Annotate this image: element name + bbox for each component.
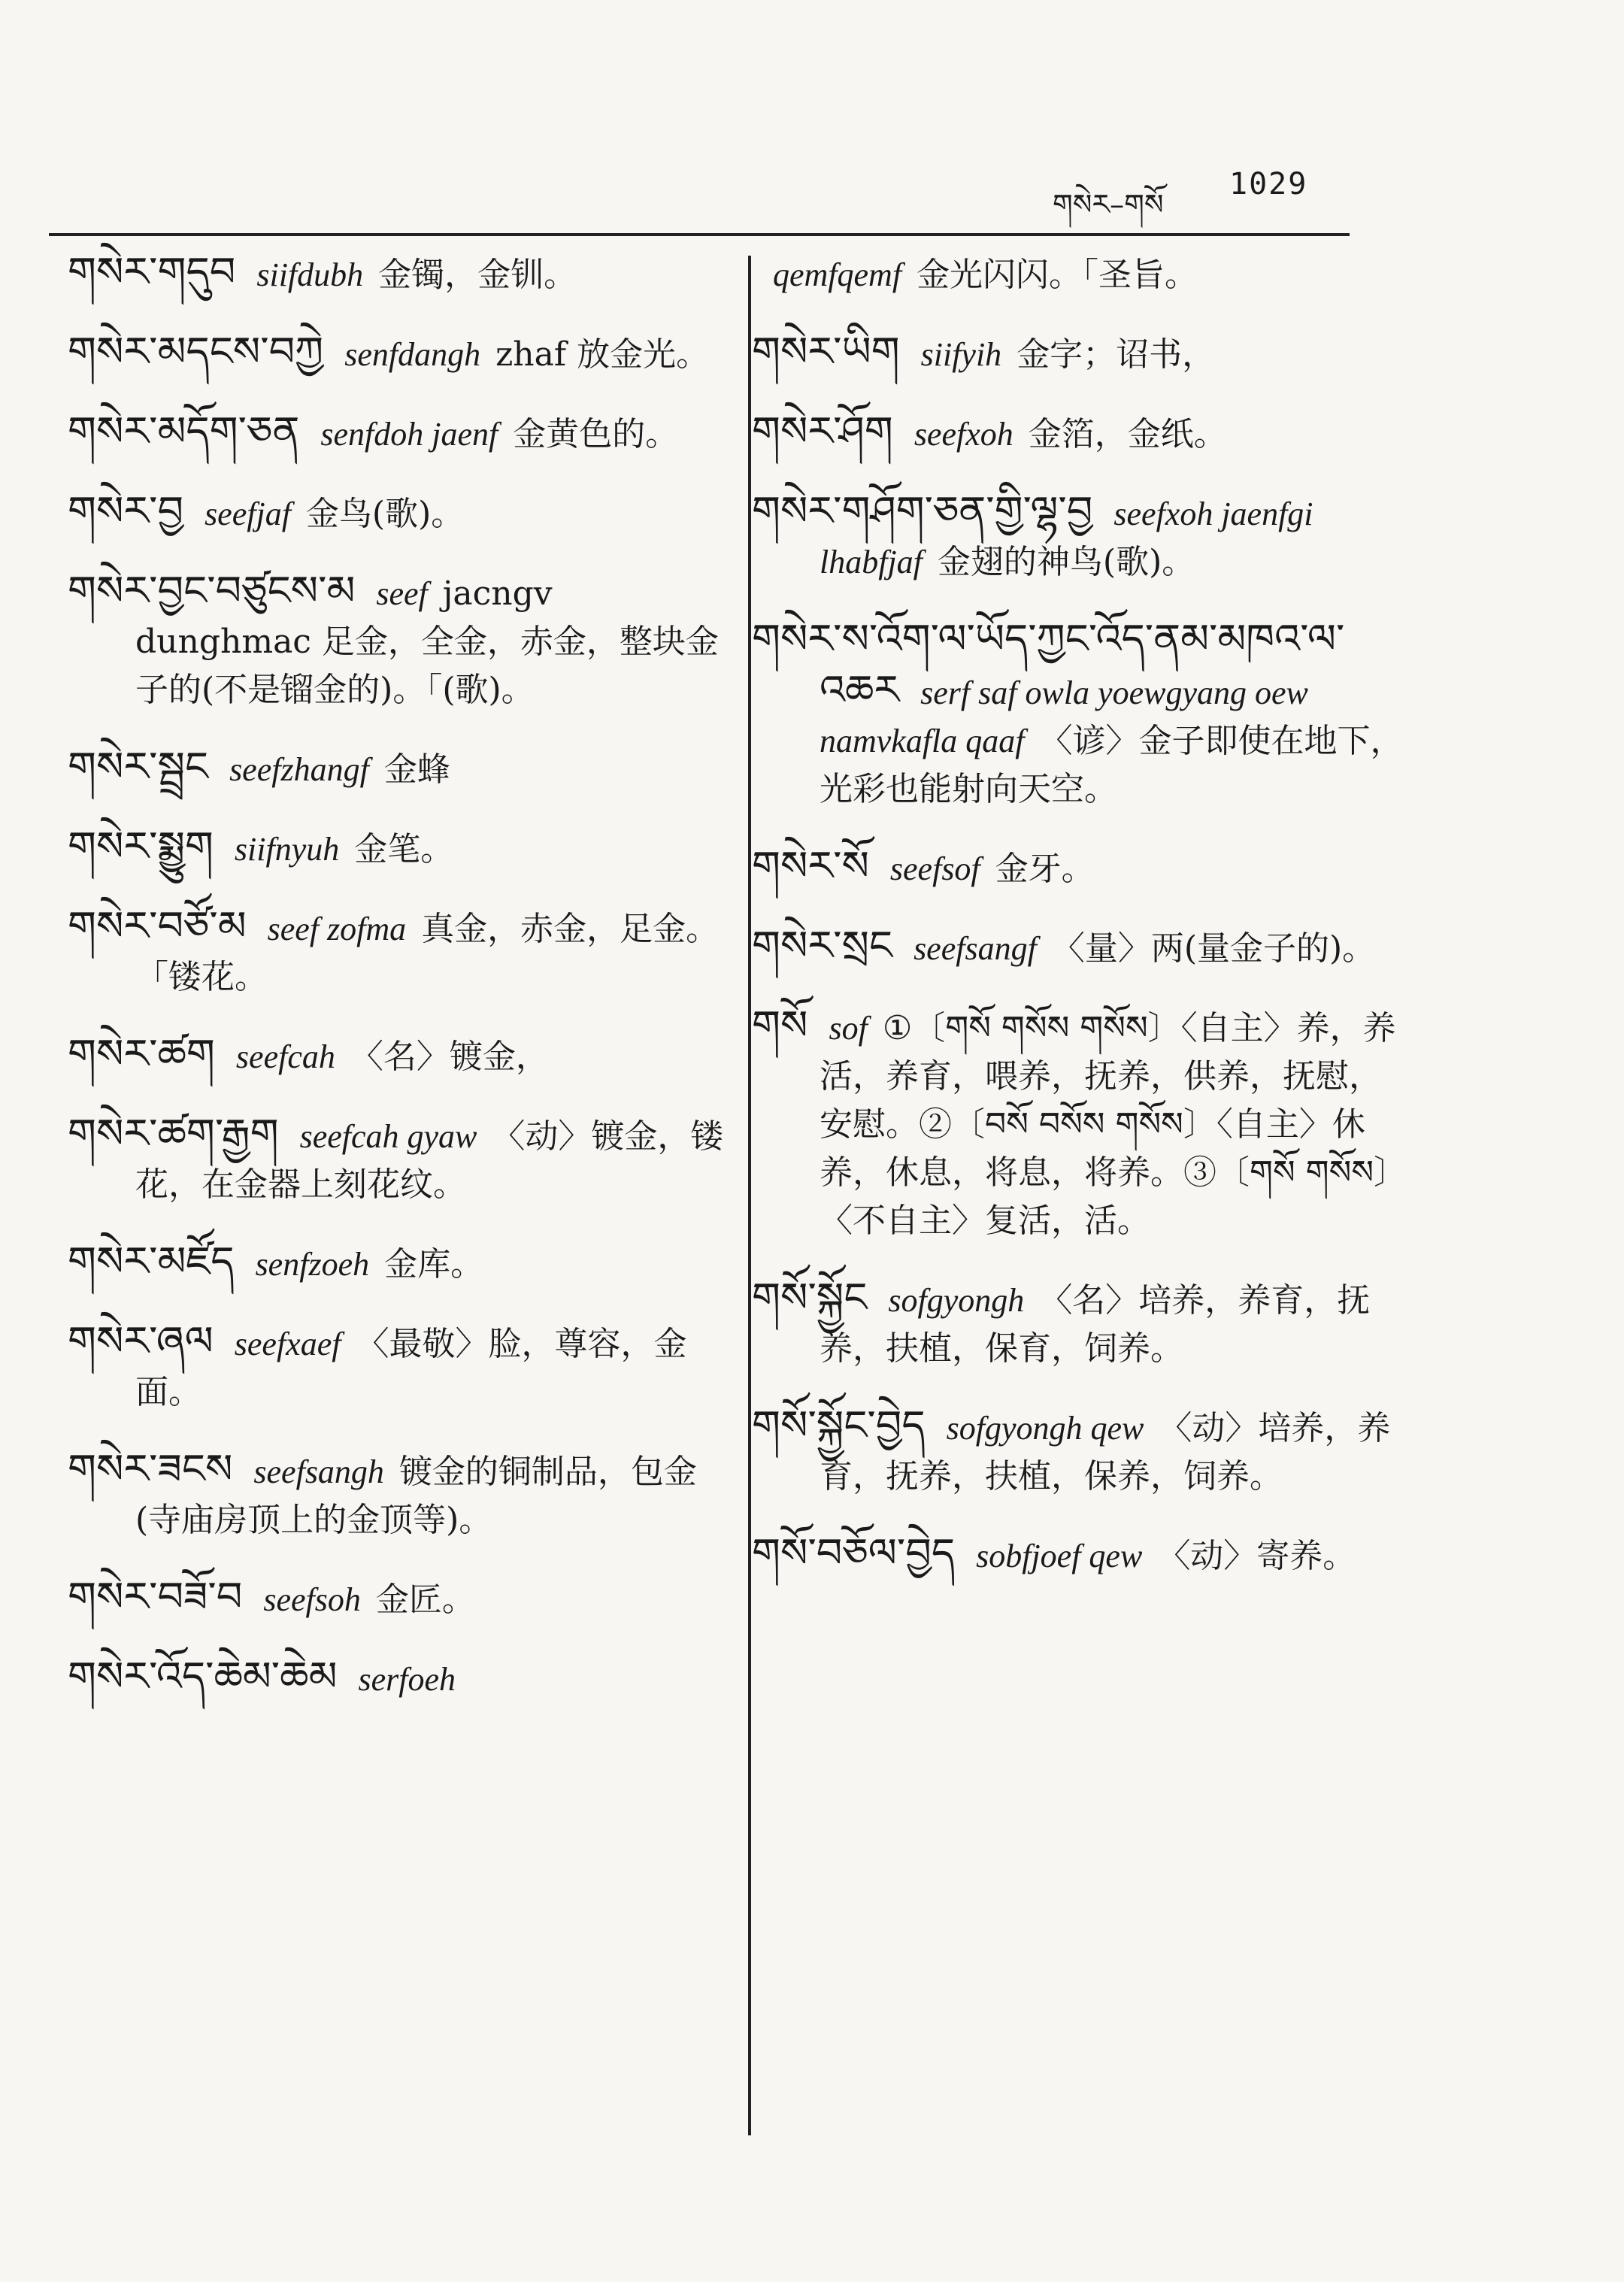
headword-tibetan: གསེར་བྱང་བཙུངས་མ bbox=[68, 567, 356, 614]
headword-tibetan: གསེར་ཤོག bbox=[752, 408, 893, 455]
dictionary-entry bbox=[68, 1030, 729, 1081]
headword-romanization: seef zofma bbox=[267, 911, 407, 947]
headword-romanization: sofgyongh qew bbox=[946, 1410, 1144, 1447]
headword-tibetan: གསོ་སྐྱོང bbox=[752, 1274, 868, 1321]
headword-romanization: senfdangh bbox=[344, 336, 481, 373]
entry-definition: 金字；诏书， bbox=[1017, 335, 1216, 374]
running-header bbox=[1053, 167, 1323, 221]
entry-definition: 镀金的铜制品，包金(寺庙房顶上的金顶等)。 bbox=[135, 1453, 697, 1539]
headword-romanization: seefjaf bbox=[205, 495, 291, 532]
headword-tibetan: གསེར་གདུབ bbox=[68, 248, 236, 295]
dictionary-entry bbox=[752, 842, 1413, 893]
entry-definition: 〈名〉培养，养育，抚养，扶植，保育，饲养。 bbox=[820, 1281, 1371, 1368]
page-number: 1029 bbox=[1229, 167, 1308, 202]
entry-definition: 金库。 bbox=[384, 1245, 484, 1283]
headword-romanization: seefsangh bbox=[253, 1453, 384, 1490]
entry-definition: 〈最敬〉脸，尊容，金面。 bbox=[135, 1325, 687, 1411]
dictionary-entry bbox=[68, 1653, 729, 1704]
headword-romanization: siifdubh bbox=[256, 256, 364, 293]
entry-definition: 金牙。 bbox=[995, 850, 1095, 888]
entry-definition: 金蜂 bbox=[383, 750, 450, 789]
entry-definition: 金黄色的。 bbox=[513, 415, 679, 453]
headword-tibetan: གསེར་སྨྱུག bbox=[68, 823, 214, 870]
headword-romanization: seefxoh bbox=[914, 416, 1013, 453]
headword-tibetan: གསེར་སྲང bbox=[752, 922, 893, 969]
dictionary-entry bbox=[752, 1529, 1413, 1580]
entry-definition: 〈量〉两(量金子的)。 bbox=[1051, 929, 1376, 968]
headword-tibetan: གསེར་ཚག bbox=[68, 1030, 215, 1077]
dictionary-entry bbox=[68, 902, 729, 1002]
entry-definition: 金鸟(歌)。 bbox=[305, 495, 465, 533]
headword-romanization: serfoeh bbox=[358, 1661, 456, 1698]
headword-romanization: sofgyongh bbox=[888, 1282, 1025, 1319]
dictionary-entry bbox=[68, 1573, 729, 1624]
dictionary-entry bbox=[68, 567, 729, 714]
dictionary-entry bbox=[752, 1274, 1413, 1373]
dictionary-entry bbox=[68, 328, 729, 379]
entry-definition: 〈动〉寄养。 bbox=[1157, 1537, 1356, 1575]
headword-tibetan: གསོ་བཅོལ་བྱེད bbox=[752, 1529, 956, 1577]
headword-romanization: seef bbox=[376, 575, 428, 612]
dictionary-entry bbox=[68, 1445, 729, 1544]
dictionary-entry bbox=[752, 487, 1413, 586]
entry-definition: 〈动〉培养，养育，抚养，扶植，保养，饲养。 bbox=[820, 1409, 1391, 1496]
dictionary-entry bbox=[752, 922, 1413, 973]
headword-tibetan: གསེར་ཞལ bbox=[68, 1317, 214, 1365]
headword-tibetan: གསོ bbox=[752, 1002, 808, 1049]
headword-romanization: seefsoh bbox=[263, 1581, 361, 1618]
headword-romanization: siifyih bbox=[920, 336, 1002, 373]
headword-romanization: sof bbox=[829, 1010, 868, 1047]
headword-tibetan: གསེར་བཟོ་བ bbox=[68, 1573, 243, 1620]
headword-tibetan: གསེར་འོད་ཆེམ་ཆེམ bbox=[68, 1653, 338, 1700]
headword-tibetan: གསོ་སྐྱོང་བྱེད bbox=[752, 1402, 926, 1449]
dictionary-entry bbox=[752, 615, 1413, 814]
right-column bbox=[752, 248, 1413, 1609]
headword-tibetan: གསེར་ས་འོག་ལ་ཡོད་ཀྱང་འོད་ནམ་མཁའ་ལ་འཆར bbox=[752, 615, 1345, 714]
entry-definition: 〈动〉镀金，镂花，在金器上刻花纹。 bbox=[135, 1117, 724, 1204]
entry-definition: 金镯，金钏。 bbox=[378, 256, 577, 294]
headword-tibetan: གསེར་མཛོད bbox=[68, 1238, 235, 1285]
entry-definition: 真金，赤金，足金。「镂花。 bbox=[135, 910, 720, 996]
entry-definition: 〈名〉镀金， bbox=[350, 1038, 549, 1076]
headword-romanization: seefzhangf bbox=[229, 751, 369, 788]
column-divider bbox=[748, 256, 751, 2135]
headword-tibetan: གསེར་ཚག་རྒྱག bbox=[68, 1110, 279, 1157]
headword-tibetan: གསེར་མདངས་བཀྱེ bbox=[68, 328, 324, 375]
dictionary-entry bbox=[68, 1110, 729, 1209]
left-column bbox=[68, 248, 729, 1732]
dictionary-entry bbox=[68, 1317, 729, 1417]
headword-romanization: seefxoh jaenfgi lhabfjaf bbox=[820, 495, 1313, 580]
headword-tibetan: གསེར་གཤོག་ཅན་གྱི་ལྷ་བྱ bbox=[752, 487, 1093, 535]
header-rule bbox=[49, 233, 1350, 236]
headword-romanization: seefsof bbox=[889, 850, 980, 887]
entry-definition: jacngv dunghmac 足金，全金，赤金，整块金子的(不是镏金的)。「(歌)。 bbox=[135, 574, 719, 709]
headword-romanization: seefxaef bbox=[234, 1326, 341, 1362]
entry-definition: 金翅的神鸟(歌)。 bbox=[937, 543, 1195, 581]
headword-tibetan: གསེར་སོ bbox=[752, 842, 869, 889]
headword-romanization: seefcah gyaw bbox=[299, 1118, 477, 1155]
headword-romanization: qemfqemf bbox=[773, 256, 902, 293]
headword-romanization: senfdoh jaenf bbox=[320, 416, 498, 453]
entry-definition: 金匠。 bbox=[375, 1580, 475, 1619]
dictionary-entry bbox=[752, 328, 1413, 379]
dictionary-entry bbox=[68, 487, 729, 538]
header-range: གསེར–གསོ bbox=[1053, 188, 1164, 221]
headword-romanization: senfzoeh bbox=[255, 1246, 370, 1283]
headword-romanization: seefsangf bbox=[914, 930, 1037, 967]
headword-tibetan: གསེར་བཙོ་མ bbox=[68, 902, 247, 950]
dictionary-entry bbox=[68, 408, 729, 459]
headword-tibetan: གསེར་ཡིག bbox=[752, 328, 900, 375]
entry-definition: 〈谚〉金子即使在地下，光彩也能射向天空。 bbox=[820, 722, 1404, 808]
headword-tibetan: གསེར་བྱ bbox=[68, 487, 184, 535]
dictionary-entry bbox=[68, 823, 729, 874]
entry-definition: 金光闪闪。「圣旨。 bbox=[917, 256, 1198, 294]
headword-romanization: seefcah bbox=[235, 1038, 335, 1075]
dictionary-entry bbox=[752, 408, 1413, 459]
headword-romanization: siifnyuh bbox=[234, 831, 340, 868]
headword-tibetan: གསེར་ཟངས bbox=[68, 1445, 233, 1493]
entry-definition: 金笔。 bbox=[354, 830, 454, 868]
headword-romanization: serf saf owla yoewgyang oew namvkafla qaaf bbox=[820, 674, 1308, 759]
headword-romanization: sobfjoef qew bbox=[976, 1538, 1143, 1574]
entry-definition: ①〔གསོ གསོས གསོས〕〈自主〉养，养活，养育，喂养，抚养，供养，抚慰，安慰。②〔བསོ བསོས གསོས〕〈自主〉休养，休息，将息，将养。③〔གསོ གསོས〕〈不自主〉复活，活。 bbox=[820, 1009, 1407, 1240]
dictionary-entry bbox=[752, 248, 1413, 299]
dictionary-entry bbox=[68, 1238, 729, 1289]
headword-tibetan: གསེར་མདོག་ཅན bbox=[68, 408, 300, 455]
dictionary-entry bbox=[752, 1402, 1413, 1501]
headword-tibetan: གསེར་སྦྲང bbox=[68, 743, 209, 790]
entry-definition: zhaf 放金光。 bbox=[495, 335, 710, 374]
entry-definition: 金箔，金纸。 bbox=[1028, 415, 1227, 453]
dictionary-entry bbox=[68, 248, 729, 299]
dictionary-entry bbox=[68, 743, 729, 794]
dictionary-entry bbox=[752, 1002, 1413, 1245]
